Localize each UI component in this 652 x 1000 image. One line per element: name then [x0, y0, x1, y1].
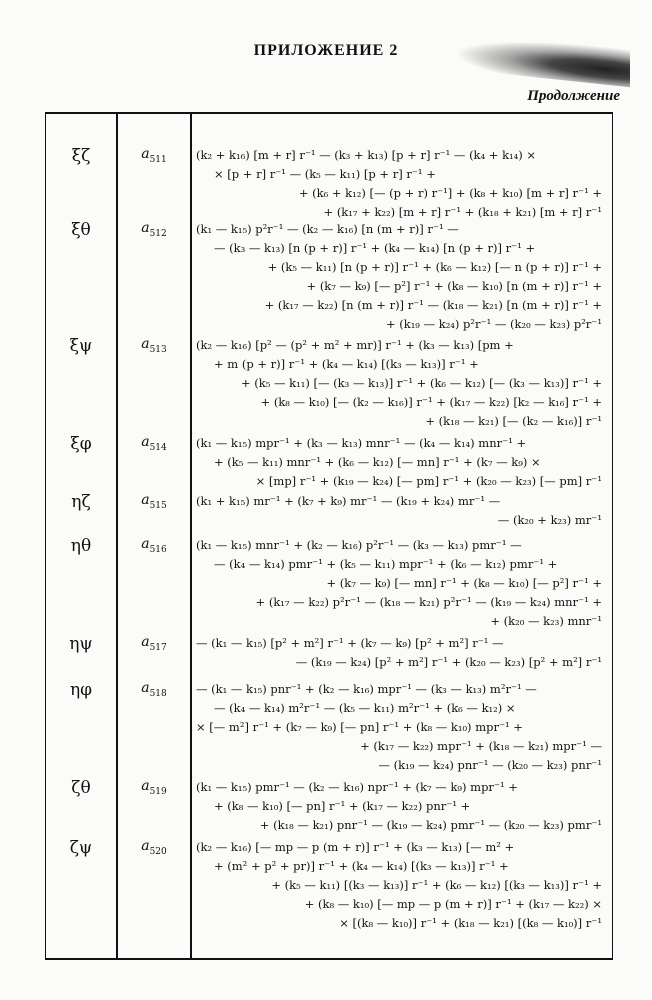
coefficient-base: a — [141, 778, 150, 794]
expression-line: × [p + r] r⁻¹ — (k₅ — k₁₁) [p + r] r⁻¹ + — [214, 167, 436, 181]
expression — [194, 838, 606, 933]
expression-line: + m (p + r)] r⁻¹ + (k₄ — k₁₄) [(k₃ — k₁₃)] r⁻¹ + — [214, 357, 479, 371]
variable-pair: ηθ — [70, 536, 92, 556]
expression-line: + (k₁₇ — k₂₂) mpr⁻¹ + (k₁₈ — k₂₁) mpr⁻¹ — — [360, 739, 602, 753]
expression-line: + (k₇ — k₉) [— mn] r⁻¹ + (k₈ — k₁₀) [— p²] r⁻¹ + — [326, 576, 602, 590]
expression-line: — (k₁₉ — k₂₄) pnr⁻¹ — (k₂₀ — k₂₃) pnr⁻¹ — [378, 758, 602, 772]
variable-pair: ξζ — [71, 146, 91, 166]
continued-label: Продолжение — [527, 88, 620, 104]
variable-pair: ζθ — [71, 778, 91, 798]
variable-pair: ηφ — [69, 680, 93, 700]
expression-line: + (k₅ — k₁₁) [— (k₃ — k₁₃)] r⁻¹ + (k₆ — k₁₂) [— (k₃ — k₁₃)] r⁻¹ + — [241, 376, 602, 390]
expression-line: — (k₁ — k₁₅) [p² + m²] r⁻¹ + (k₇ — k₉) [p² + m²] r⁻¹ — — [196, 636, 504, 650]
coefficient-index: 513 — [149, 344, 167, 355]
expression — [194, 680, 606, 775]
coefficient-label — [118, 434, 190, 453]
expression-line: + (k₅ — k₁₁) [n (p + r)] r⁻¹ + (k₆ — k₁₂) [— n (p + r)] r⁻¹ + — [267, 260, 602, 274]
expression-line: (k₁ — k₁₅) pmr⁻¹ — (k₂ — k₁₆) npr⁻¹ + (k₇ — k₉) mpr⁻¹ + — [196, 780, 518, 794]
coefficient-label — [118, 146, 190, 165]
expression-line: — (k₁ — k₁₅) pnr⁻¹ + (k₂ — k₁₆) mpr⁻¹ — (k₃ — k₁₃) m²r⁻¹ — — [196, 682, 537, 696]
coefficient-index: 520 — [149, 846, 167, 857]
variable-pair: ξφ — [70, 434, 92, 454]
expression — [194, 336, 606, 431]
coefficient-base: a — [141, 838, 150, 854]
coefficient-label — [118, 336, 190, 355]
expression — [194, 778, 606, 835]
expression — [194, 634, 606, 672]
expression — [194, 492, 606, 530]
coefficient-index: 519 — [149, 786, 167, 797]
expression-line: + (k₁₈ — k₂₁) pnr⁻¹ — (k₁₉ — k₂₄) pmr⁻¹ — (k₂₀ — k₂₃) pmr⁻¹ — [259, 818, 602, 832]
expression-line: + (k₆ + k₁₂) [— (p + r) r⁻¹] + (k₈ + k₁₀) [m + r] r⁻¹ + — [298, 186, 602, 200]
expression-line: + (k₁₇ — k₂₂) p²r⁻¹ — (k₁₈ — k₂₁) p²r⁻¹ — (k₁₉ — k₂₄) mnr⁻¹ + — [255, 595, 602, 609]
coefficient-base: a — [141, 434, 150, 450]
expression-line: — (k₂₀ + k₂₃) mr⁻¹ — [497, 513, 602, 527]
expression-line: + (k₈ — k₁₀) [— (k₂ — k₁₆)] r⁻¹ + (k₁₇ — k₂₂) [k₂ — k₁₆] r⁻¹ + — [260, 395, 602, 409]
expression-line: × [mp] r⁻¹ + (k₁₉ — k₂₄) [— pm] r⁻¹ + (k₂₀ — k₂₃) [— pm] r⁻¹ — [255, 474, 602, 488]
coefficient-label — [118, 838, 190, 857]
expression-line: + (k₁₇ + k₂₂) [m + r] r⁻¹ + (k₁₈ + k₂₁) [m + r] r⁻¹ — [323, 205, 602, 219]
expression-line: + (k₂₀ — k₂₃) mnr⁻¹ — [490, 614, 602, 628]
coefficient-base: a — [141, 146, 150, 162]
expression-line: (k₂ — k₁₆) [p² — (p² + m² + mr)] r⁻¹ + (k₃ — k₁₃) [pm + — [196, 338, 514, 352]
coefficient-index: 517 — [149, 642, 167, 653]
expression-line: (k₂ — k₁₆) [— mp — p (m + r)] r⁻¹ + (k₃ — k₁₃) [— m² + — [196, 840, 515, 854]
variable-pair: ζψ — [69, 838, 93, 858]
coefficient-index: 514 — [149, 442, 167, 453]
variable-pair: ηζ — [71, 492, 91, 512]
page-title: ПРИЛОЖЕНИЕ 2 — [253, 42, 399, 59]
coefficient-index: 518 — [149, 688, 167, 699]
expression-line: × [(k₈ — k₁₀)] r⁻¹ + (k₁₈ — k₂₁) [(k₈ — k₁₀)] r⁻¹ — [339, 916, 602, 930]
coefficient-table — [45, 112, 613, 960]
expression — [194, 536, 606, 631]
expression-line: + (k₁₇ — k₂₂) [n (m + r)] r⁻¹ — (k₁₈ — k₂₁) [n (m + r)] r⁻¹ + — [264, 298, 602, 312]
expression-line: — (k₁₉ — k₂₄) [p² + m²] r⁻¹ + (k₂₀ — k₂₃) [p² + m²] r⁻¹ — [295, 655, 602, 669]
expression-line: + (k₅ — k₁₁) mnr⁻¹ + (k₆ — k₁₂) [— mn] r⁻¹ + (k₇ — k₉) × — [214, 455, 541, 469]
coefficient-base: a — [141, 336, 150, 352]
coefficient-base: a — [141, 492, 150, 508]
coefficient-base: a — [141, 220, 150, 236]
coefficient-label — [118, 778, 190, 797]
expression-line: (k₁ — k₁₅) mpr⁻¹ + (k₃ — k₁₃) mnr⁻¹ — (k₄ — k₁₄) mnr⁻¹ + — [196, 436, 527, 450]
expression-line: — (k₃ — k₁₃) [n (p + r)] r⁻¹ + (k₄ — k₁₄) [n (p + r)] r⁻¹ + — [214, 241, 536, 255]
expression-line: × [— m²] r⁻¹ + (k₇ — k₉) [— pn] r⁻¹ + (k₈ — k₁₀) mpr⁻¹ + — [196, 720, 523, 734]
expression-line: (k₂ + k₁₆) [m + r] r⁻¹ — (k₃ + k₁₃) [p + r] r⁻¹ — (k₄ + k₁₄) × — [196, 148, 537, 162]
coefficient-base: a — [141, 680, 150, 696]
coefficient-index: 512 — [149, 228, 167, 239]
expression — [194, 146, 606, 222]
expression-line: (k₁ — k₁₅) mnr⁻¹ + (k₂ — k₁₆) p²r⁻¹ — (k₃ — k₁₃) pmr⁻¹ — — [196, 538, 522, 552]
expression-line: + (k₈ — k₁₀) [— pn] r⁻¹ + (k₁₇ — k₂₂) pnr⁻¹ + — [214, 799, 471, 813]
expression-line: (k₁ + k₁₅) mr⁻¹ + (k₇ + k₉) mr⁻¹ — (k₁₉ + k₂₄) mr⁻¹ — — [196, 494, 501, 508]
coefficient-label — [118, 634, 190, 653]
scan-smudge — [455, 31, 630, 87]
column-divider — [190, 114, 192, 958]
coefficient-index: 516 — [149, 544, 167, 555]
coefficient-label — [118, 492, 190, 511]
coefficient-label — [118, 536, 190, 555]
expression-line: — (k₄ — k₁₄) pmr⁻¹ + (k₅ — k₁₁) mpr⁻¹ + (k₆ — k₁₂) pmr⁻¹ + — [214, 557, 558, 571]
coefficient-base: a — [141, 536, 150, 552]
coefficient-label — [118, 680, 190, 699]
variable-pair: ξθ — [71, 220, 91, 240]
expression-line: + (m² + p² + pr)] r⁻¹ + (k₄ — k₁₄) [(k₃ — k₁₃)] r⁻¹ + — [214, 859, 509, 873]
expression-line: (k₁ — k₁₅) p²r⁻¹ — (k₂ — k₁₆) [n (m + r)] r⁻¹ — — [196, 222, 459, 236]
expression — [194, 220, 606, 334]
expression-line: + (k₇ — k₉) [— p²] r⁻¹ + (k₈ — k₁₀) [n (m + r)] r⁻¹ + — [306, 279, 602, 293]
expression-line: — (k₄ — k₁₄) m²r⁻¹ — (k₅ — k₁₁) m²r⁻¹ + (k₆ — k₁₂) × — [214, 701, 516, 715]
expression-line: + (k₅ — k₁₁) [(k₃ — k₁₃)] r⁻¹ + (k₆ — k₁₂) [(k₃ — k₁₃)] r⁻¹ + — [271, 878, 602, 892]
variable-pair: ηψ — [69, 634, 93, 654]
expression-line: + (k₈ — k₁₀) [— mp — p (m + r)] r⁻¹ + (k₁₇ — k₂₂) × — [304, 897, 602, 911]
variable-pair: ξψ — [69, 336, 93, 356]
coefficient-index: 511 — [149, 154, 167, 165]
expression-line: + (k₁₈ — k₂₁) [— (k₂ — k₁₆)] r⁻¹ — [425, 414, 602, 428]
coefficient-index: 515 — [149, 500, 167, 511]
expression — [194, 434, 606, 491]
expression-line: + (k₁₉ — k₂₄) p²r⁻¹ — (k₂₀ — k₂₃) p²r⁻¹ — [385, 317, 602, 331]
coefficient-label — [118, 220, 190, 239]
coefficient-base: a — [141, 634, 150, 650]
